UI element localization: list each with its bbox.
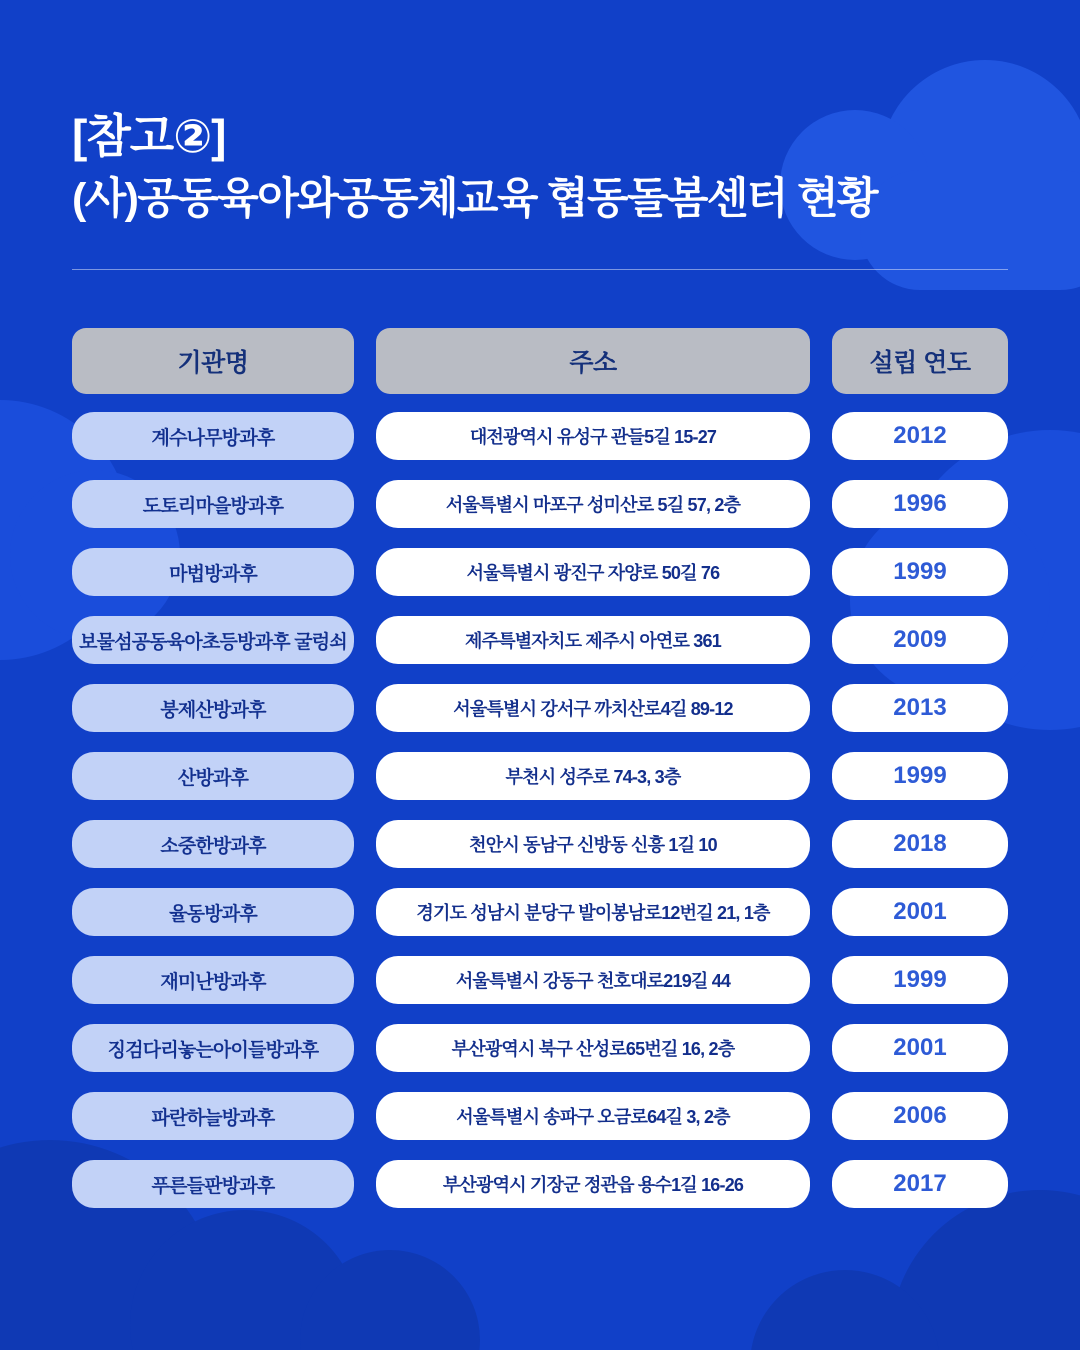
table-row (72, 412, 1008, 460)
cell-center-name: 푸른들판방과후 (72, 1160, 354, 1208)
cell-center-address: 부산광역시 기장군 정관읍 용수1길 16-26 (376, 1160, 810, 1208)
cell-center-name: 산방과후 (72, 752, 354, 800)
cell-center-address: 서울특별시 광진구 자양로 50길 76 (376, 548, 810, 596)
cell-center-year: 2017 (832, 1160, 1008, 1208)
cell-center-year: 2013 (832, 684, 1008, 732)
page-title: (사)공동육아와공동체교육 협동돌봄센터 현황 (72, 174, 877, 223)
cell-center-year: 1999 (832, 752, 1008, 800)
cell-center-year: 2001 (832, 888, 1008, 936)
cell-center-name: 징검다리놓는아이들방과후 (72, 1024, 354, 1072)
cell-center-name: 마법방과후 (72, 548, 354, 596)
page-header (72, 0, 1008, 270)
cell-center-name: 붕제산방과후 (72, 684, 354, 732)
cell-center-address: 서울특별시 송파구 오금로64길 3, 2층 (376, 1092, 810, 1140)
cell-center-address: 서울특별시 마포구 성미산로 5길 57, 2층 (376, 480, 810, 528)
cell-center-year: 2001 (832, 1024, 1008, 1072)
cell-center-address: 대전광역시 유성구 관들5길 15-27 (376, 412, 810, 460)
cell-center-address: 천안시 동남구 신방동 신흥 1길 10 (376, 820, 810, 868)
cell-center-name: 파란하늘방과후 (72, 1092, 354, 1140)
cell-center-year: 2018 (832, 820, 1008, 868)
header-divider (72, 269, 1008, 270)
table-row (72, 1092, 1008, 1140)
cell-center-year: 2006 (832, 1092, 1008, 1140)
cell-center-address: 경기도 성남시 분당구 발이봉남로12번길 21, 1층 (376, 888, 810, 936)
table-row (72, 548, 1008, 596)
column-header-year: 설립 연도 (832, 328, 1008, 394)
cell-center-year: 2012 (832, 412, 1008, 460)
cell-center-name: 재미난방과후 (72, 956, 354, 1004)
cell-center-address: 서울특별시 강서구 까치산로4길 89-12 (376, 684, 810, 732)
column-header-name: 기관명 (72, 328, 354, 394)
cell-center-address: 부천시 성주로 74-3, 3층 (376, 752, 810, 800)
cell-center-year: 1996 (832, 480, 1008, 528)
cell-center-address: 제주특별자치도 제주시 아연로 361 (376, 616, 810, 664)
table-row (72, 888, 1008, 936)
cell-center-year: 1999 (832, 956, 1008, 1004)
cell-center-name: 소중한방과후 (72, 820, 354, 868)
centers-table (72, 328, 1008, 1208)
table-row (72, 820, 1008, 868)
column-header-address: 주소 (376, 328, 810, 394)
cell-center-year: 1999 (832, 548, 1008, 596)
cell-center-name: 보물섬공동육아초등방과후 굴렁쇠 (72, 616, 354, 664)
cell-center-name: 도토리마을방과후 (72, 480, 354, 528)
cell-center-name: 계수나무방과후 (72, 412, 354, 460)
table-row (72, 956, 1008, 1004)
table-row (72, 684, 1008, 732)
cell-center-address: 서울특별시 강동구 천호대로219길 44 (376, 956, 810, 1004)
cell-center-name: 율동방과후 (72, 888, 354, 936)
cell-center-address: 부산광역시 북구 산성로65번길 16, 2층 (376, 1024, 810, 1072)
table-row (72, 1160, 1008, 1208)
table-row (72, 752, 1008, 800)
table-row (72, 1024, 1008, 1072)
table-row (72, 480, 1008, 528)
table-row (72, 616, 1008, 664)
cell-center-year: 2009 (832, 616, 1008, 664)
table-header-row (72, 328, 1008, 394)
reference-label: [참고②] (72, 110, 226, 162)
